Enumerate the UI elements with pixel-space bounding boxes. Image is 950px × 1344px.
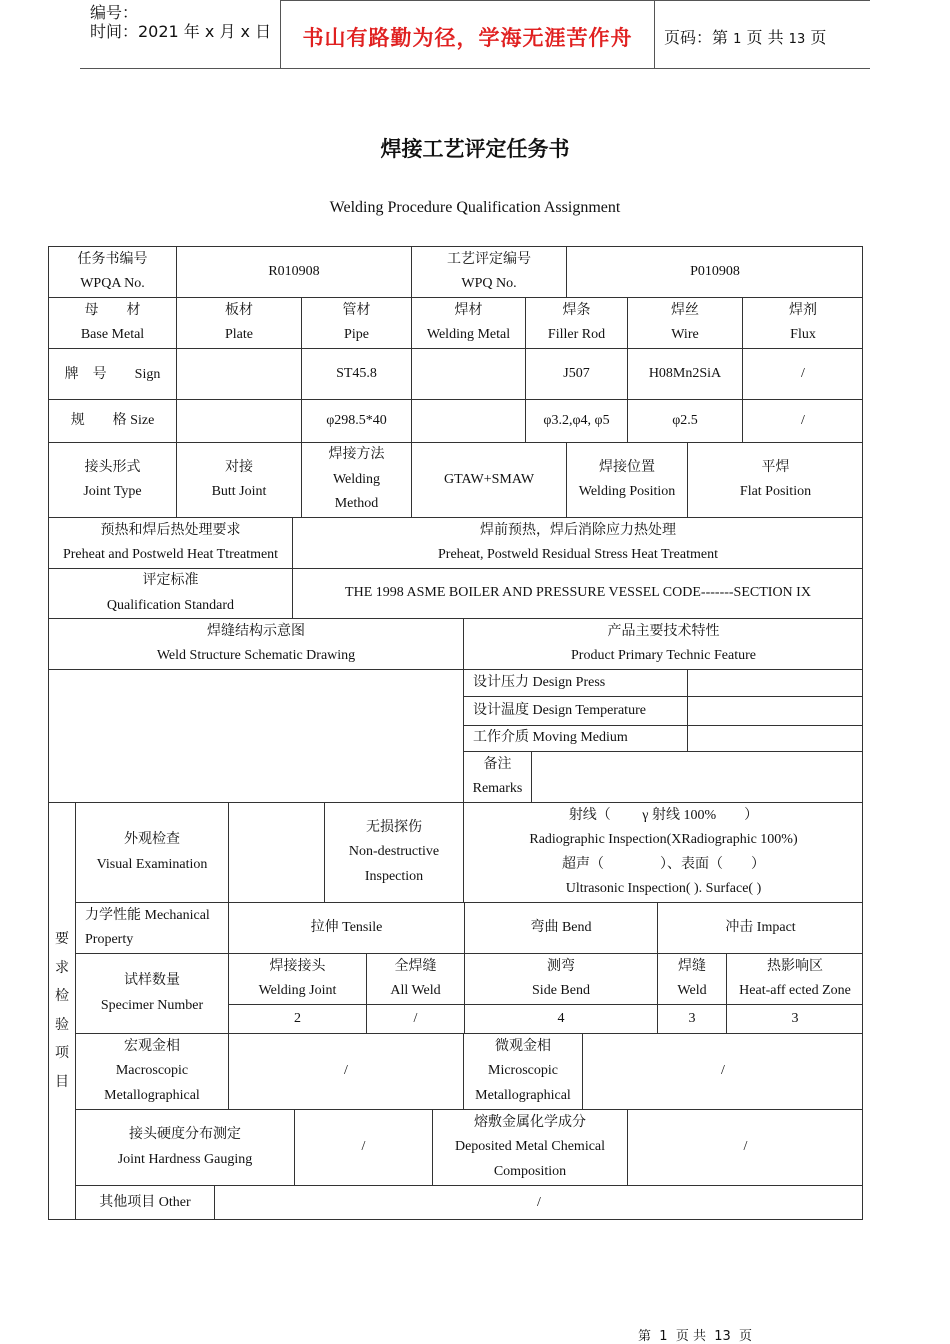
size-label: 规 格 Size <box>48 399 176 442</box>
other-items-value: / <box>214 1185 863 1220</box>
sign-welding-metal <box>411 348 525 399</box>
joint-type-value: 对接 Butt Joint <box>176 442 301 517</box>
remarks-value <box>531 751 863 802</box>
hardness-value: / <box>294 1109 432 1185</box>
specimen-header-all-weld: 全焊缝 All Weld <box>366 953 464 1004</box>
size-pipe: φ298.5*40 <box>301 399 411 442</box>
sign-pipe: ST45.8 <box>301 348 411 399</box>
sign-wire: H08Mn2SiA <box>627 348 742 399</box>
chemical-composition-label: 熔敷金属化学成分 Deposited Metal Chemical Composition <box>432 1109 627 1185</box>
specimen-value-weld: 3 <box>657 1004 726 1033</box>
specimen-number-label: 试样数量 Specimer Number <box>75 953 228 1033</box>
design-press-value <box>687 669 863 696</box>
other-items-label: 其他项目 Other <box>75 1185 214 1220</box>
size-flux: / <box>742 399 863 442</box>
sign-label: 牌 号 Sign <box>48 348 176 399</box>
design-temperature-value <box>687 696 863 725</box>
qualification-standard-label: 评定标准 Qualification Standard <box>48 568 292 618</box>
macroscopic-label: 宏观金相 Macroscopic Metallographical <box>75 1033 228 1109</box>
specimen-value-side-bend: 4 <box>464 1004 657 1033</box>
header-page-number: 页码：第 1 页 共 13 页 <box>664 28 827 47</box>
welding-position-value: 平焊 Flat Position <box>687 442 863 517</box>
specimen-value-haz: 3 <box>726 1004 863 1033</box>
specimen-value-welding-joint: 2 <box>228 1004 366 1033</box>
specimen-header-haz: 热影响区 Heat-aff ected Zone <box>726 953 863 1004</box>
heat-treatment-value: 焊前预热，焊后消除应力热处理 Preheat, Postweld Residual Stress Heat Treatment <box>292 517 863 568</box>
wpqa-value: R010908 <box>176 246 411 297</box>
size-plate <box>176 399 301 442</box>
material-header-pipe: 管材 Pipe <box>301 297 411 348</box>
wpq-value: P010908 <box>566 246 863 297</box>
document-number-label: 编号： <box>90 3 139 22</box>
visual-examination-label: 外观检查 Visual Examination <box>75 802 228 902</box>
specimen-value-all-weld: / <box>366 1004 464 1033</box>
moving-medium-label: 工作介质 Moving Medium <box>463 725 687 751</box>
weld-schematic-drawing-area <box>48 669 463 802</box>
design-press-label: 设计压力 Design Press <box>463 669 687 696</box>
page-footer: 第 1 页 共 13 页 <box>638 1329 753 1344</box>
heat-treatment-label: 预热和焊后热处理要求 Preheat and Postweld Heat Ttreatment <box>48 517 292 568</box>
material-header-plate: 板材 Plate <box>176 297 301 348</box>
size-welding-metal <box>411 399 525 442</box>
sign-plate <box>176 348 301 399</box>
ndt-details: 射线（ γ 射线 100% ） Radiographic Inspection(XRadiographic 100%) 超声（ ）、表面（ ） Ultrasonic Inspection( ). Surface( ) <box>463 802 863 902</box>
moving-medium-value <box>687 725 863 751</box>
qualification-standard-value: THE 1998 ASME BOILER AND PRESSURE VESSEL CODE-------SECTION IX <box>292 568 863 618</box>
sign-flux: / <box>742 348 863 399</box>
wpqa-label: 任务书编号 WPQA No. <box>48 246 176 297</box>
welding-method-label: 焊接方法 Welding Method <box>301 442 411 517</box>
wpq-label: 工艺评定编号 WPQ No. <box>411 246 566 297</box>
size-wire: φ2.5 <box>627 399 742 442</box>
visual-examination-value <box>228 802 324 902</box>
document-subtitle: Welding Procedure Qualification Assignment <box>329 199 621 216</box>
impact-header: 冲击 Impact <box>657 902 863 953</box>
joint-type-label: 接头形式 Joint Type <box>48 442 176 517</box>
microscopic-label: 微观金相 Microscopic Metallographical <box>463 1033 582 1109</box>
bend-header: 弯曲 Bend <box>464 902 657 953</box>
material-header-filler-rod: 焊条 Filler Rod <box>525 297 627 348</box>
material-header-base-metal: 母 材 Base Metal <box>48 297 176 348</box>
chemical-composition-value: / <box>627 1109 863 1185</box>
specimen-header-weld: 焊缝 Weld <box>657 953 726 1004</box>
material-header-welding-metal: 焊材 Welding Metal <box>411 297 525 348</box>
size-filler-rod: φ3.2,φ4, φ5 <box>525 399 627 442</box>
remarks-label: 备注 Remarks <box>463 751 531 802</box>
specimen-header-welding-joint: 焊接接头 Welding Joint <box>228 953 366 1004</box>
page-header <box>80 0 870 69</box>
material-header-wire: 焊丝 Wire <box>627 297 742 348</box>
document-title: 焊接工艺评定任务书 <box>380 137 570 161</box>
microscopic-value: / <box>582 1033 863 1109</box>
ndt-label: 无损探伤 Non-destructive Inspection <box>324 802 463 902</box>
design-temperature-label: 设计温度 Design Temperature <box>463 696 687 725</box>
material-header-flux: 焊剂 Flux <box>742 297 863 348</box>
mechanical-property-label: 力学性能 Mechanical Property <box>75 902 228 953</box>
hardness-label: 接头硬度分布测定 Joint Hardness Gauging <box>75 1109 294 1185</box>
technic-feature-header: 产品主要技术特性 Product Primary Technic Feature <box>463 618 863 669</box>
document-time: 时间：2021 年 x 月 x 日 <box>90 22 272 41</box>
sign-filler-rod: J507 <box>525 348 627 399</box>
welding-method-value: GTAW+SMAW <box>411 442 566 517</box>
weld-schematic-header: 焊缝结构示意图 Weld Structure Schematic Drawing <box>48 618 463 669</box>
tensile-header: 拉伸 Tensile <box>228 902 464 953</box>
macroscopic-value: / <box>228 1033 463 1109</box>
inspection-items-side-label: 要 求 检 验 项 目 <box>48 802 75 1220</box>
welding-position-label: 焊接位置 Welding Position <box>566 442 687 517</box>
header-motto: 书山有路勤为径，学海无涯苦作舟 <box>302 26 633 50</box>
specimen-header-side-bend: 测弯 Side Bend <box>464 953 657 1004</box>
